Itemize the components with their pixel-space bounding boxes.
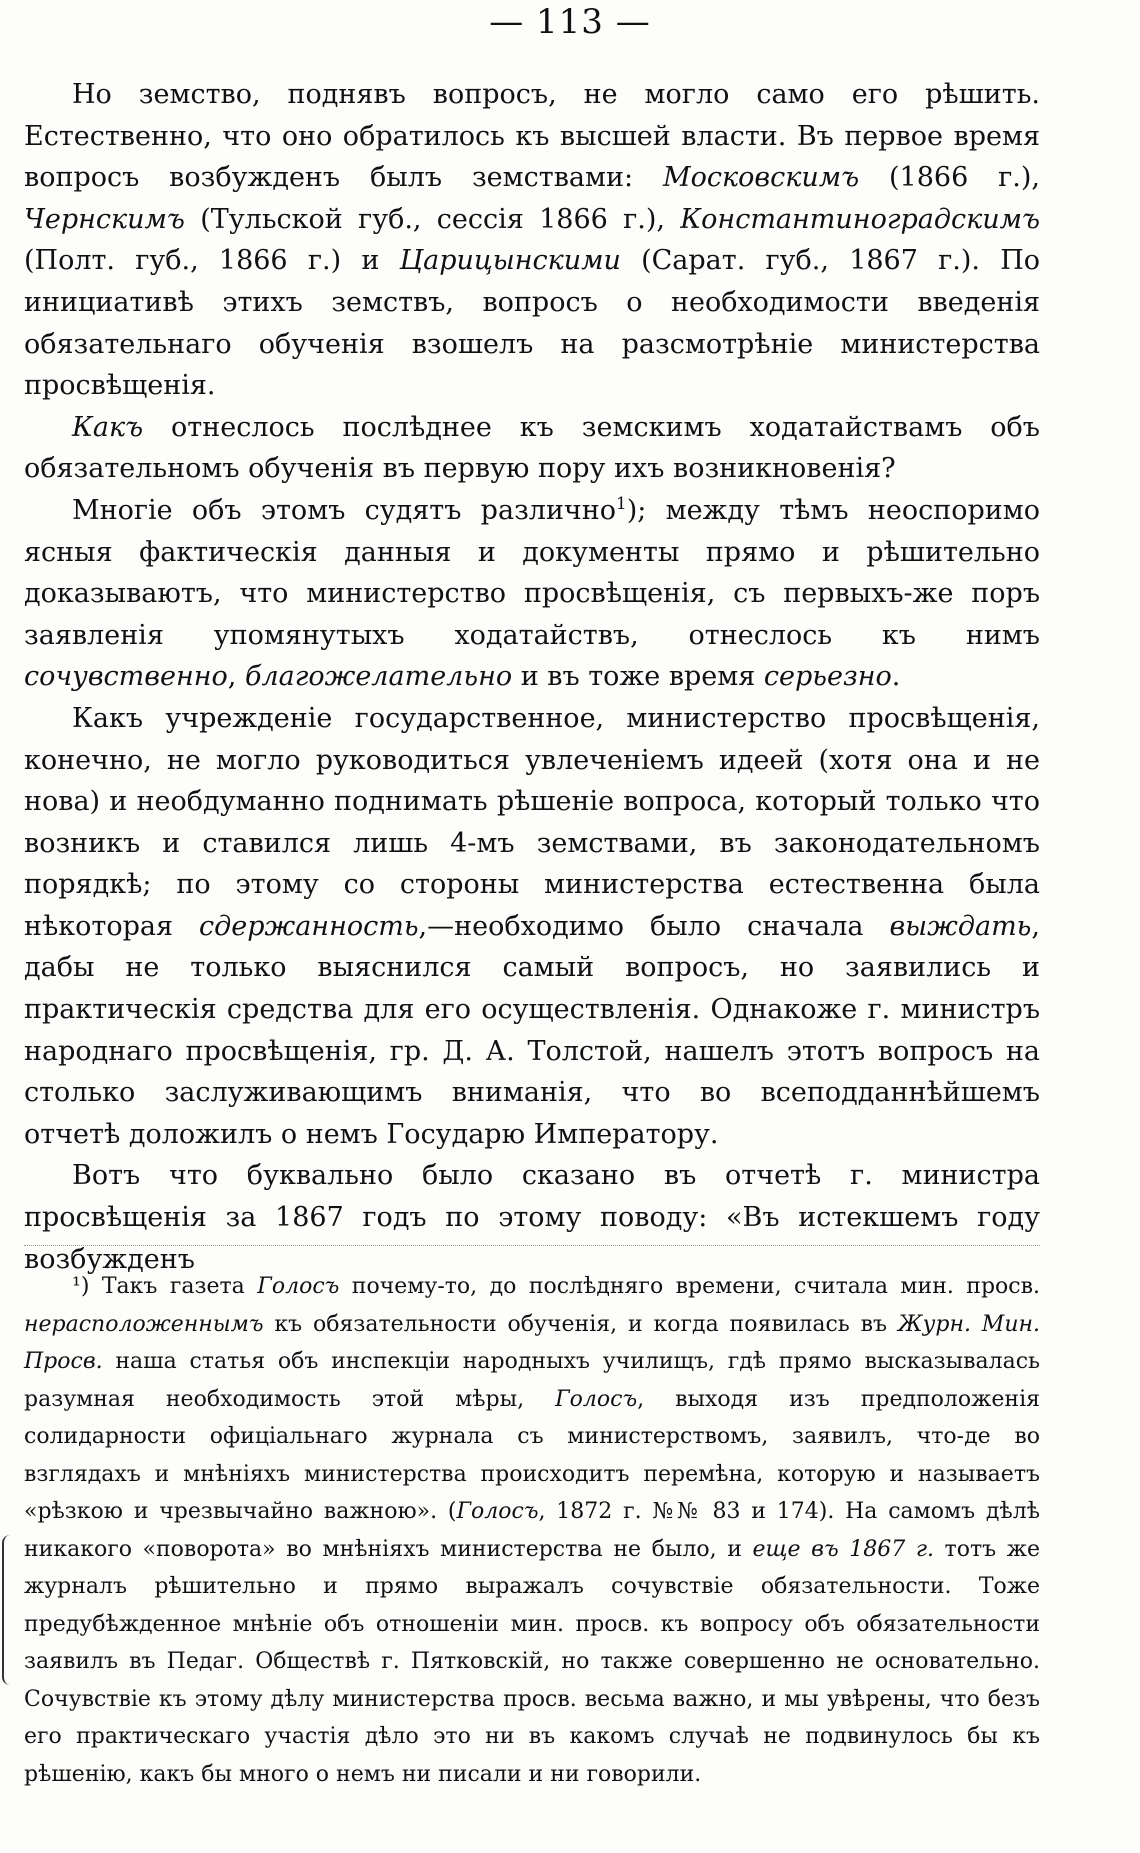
paragraph-5 [24,1155,1040,1280]
footnote-separator [24,1245,1040,1246]
emphasis: Московскимъ [663,162,860,194]
text-run: Вотъ что буквально было сказано въ отчетѣ г. министра просвѣщенія за 1867 годъ по этому поводу: «Въ истекшемъ году возбужденъ [24,1160,1040,1275]
main-text [24,74,1040,1280]
text-run: , [227,661,245,693]
paragraph-1 [24,74,1040,407]
text-run: почему-то, до послѣдняго времени, считала мин. просв. [339,1274,1040,1299]
footnote-paragraph [24,1268,1040,1793]
text-run: (Сарат. губ., 1867 г.). По инициативѣ этихъ земствъ, вопросъ о необходимости введенія обязательнаго обученія взошелъ на разсмотрѣніе министерства просвѣщенія. [24,245,1041,402]
page-number: — 113 — [489,2,651,42]
paragraph-3 [24,490,1040,698]
text-run: Многіе объ этомъ судятъ различно [72,494,617,526]
emphasis: Какъ [72,411,144,443]
emphasis: Голосъ [257,1274,340,1299]
text-run: ); между тѣмъ неоспоримо ясныя фактическія данныя и документы прямо и рѣшительно доказываютъ, что министерство просвѣщенія, съ первыхъ-же поръ заявленія упомянутыхъ ходатайствъ, отнеслось къ нимъ [24,494,1040,651]
emphasis: сдержанность [199,910,419,942]
text-run: наша статья объ инспекціи народныхъ училищъ, гдѣ прямо высказывалась разумная необходимость этой мѣры, [24,1349,1040,1412]
footnote-marker[interactable]: 1 [616,492,627,513]
emphasis: Голосъ [555,1386,638,1412]
emphasis: Константиноградскимъ [680,203,1040,235]
text-run: Какъ учрежденіе государственное, министерство просвѣщенія, конечно, не могло руководиться увлеченіемъ идеей (хотя она и не нова) и необдуманно поднимать рѣшеніе вопроса, который только что возникъ и ставился лишь 4-мъ земствами, въ законодательномъ порядкѣ; по этому со стороны министерства естественна была нѣкоторая [24,702,1040,942]
text-run: Но земство, поднявъ вопросъ, не могло само его рѣшить. Естественно, что оно обратилось къ высшей власти. Въ первое время вопросъ возбужденъ былъ земствами: [24,79,1040,194]
text-run: , 1872 г. №№ 83 и 174). На самомъ дѣлѣ никакого «поворота» во мнѣніяхъ министерства не было, и [24,1499,1040,1562]
text-run: . [891,661,901,693]
text-run: ,—необходимо было сначала [418,910,890,942]
emphasis: еще въ 1867 г. [752,1536,934,1562]
emphasis: благожелательно [244,661,513,693]
emphasis: Царицынскими [399,245,621,277]
text-run: и въ тоже время [512,661,764,693]
emphasis: Голосъ [456,1499,539,1524]
paragraph-4 [24,698,1040,1156]
footnote [24,1268,1040,1793]
emphasis: сочувственно [24,661,228,693]
text-run: тотъ же журналъ рѣшительно и прямо выражалъ сочувствіе обязательности. Тоже предубѣжденное мнѣніе объ отношеніи мин. просв. къ вопросу объ обязательности заявилъ въ Педаг. Обществѣ г. Пятковскій, но также совершенно не основательно. Сочувствіе къ этому дѣлу министерства просв. весьма важно, и мы увѣрены, что безъ его практическаго участія дѣло это ни въ какомъ случаѣ не подвинулось бы къ рѣшенію, какъ бы много о немъ ни писали и ни говорили. [24,1536,1040,1787]
text-run: ¹) Такъ газета [72,1274,258,1299]
paragraph-2 [24,407,1040,490]
text-run: (Полт. губ., 1866 г.) и [24,245,400,277]
text-run: , выходя изъ предположенія солидарности офиціальнаго журнала съ министерствомъ, заявилъ, что-де во взглядахъ и мнѣніяхъ министерства происходитъ перемѣна, которую и называетъ «рѣзкою и чрезвычайно важною». ( [24,1386,1040,1524]
text-run: , дабы не только выяснился самый вопросъ, но заявились и практическія средства для его осуществленія. Однакоже г. министръ народнаго просвѣщенія, гр. Д. А. Толстой, нашелъ этотъ вопросъ на столько заслуживающимъ вниманія, что во всеподданнѣйшемъ отчетѣ доложилъ о немъ Государю Императору. [24,910,1040,1150]
text-run: отнеслось послѣднее къ земскимъ ходатайствамъ объ обязательномъ обученія въ первую пору ихъ возникновенія? [24,411,1040,485]
margin-bracket-mark [2,1535,18,1685]
text-run: (1866 г.), [859,162,1040,194]
emphasis: серьезно [763,661,892,693]
emphasis: выждать [889,910,1032,942]
emphasis: Чернскимъ [24,203,185,235]
text-run: (Тульской губ., сессія 1866 г.), [184,203,681,235]
text-run: къ обязательности обученія, и когда появилась въ [263,1311,898,1337]
emphasis: Журн. Мин. Просв. [24,1311,1040,1374]
emphasis: нерасположеннымъ [24,1311,264,1337]
